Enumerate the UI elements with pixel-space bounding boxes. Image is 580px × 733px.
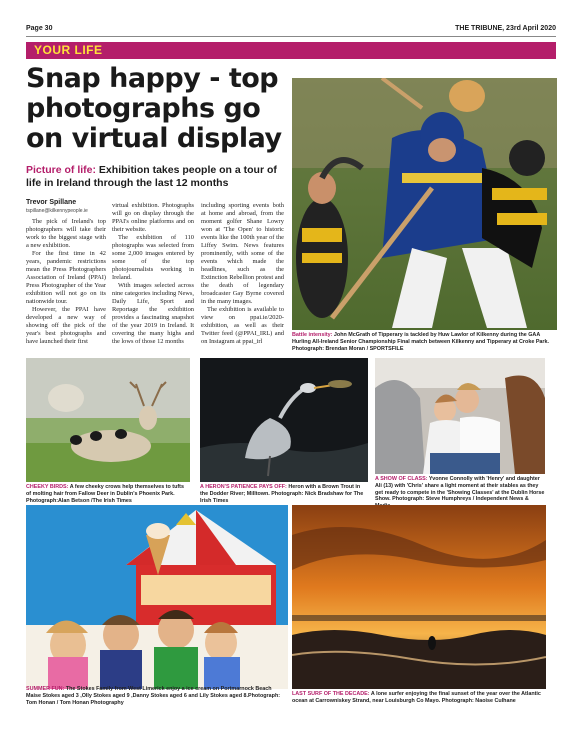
sunset-photo bbox=[292, 505, 546, 689]
caption-lead: A HERON'S PATIENCE PAYS OFF: bbox=[200, 484, 287, 490]
headline: Snap happy - top photographs go on virtual display bbox=[26, 63, 282, 154]
section-tag bbox=[26, 42, 556, 59]
paragraph: The exhibition is available to view on ppai.ie/2020-exhibition, as well as their Twitter feed (@PPAI_IRL) and on Instagram at ppai_irl bbox=[201, 306, 284, 345]
paragraph: The exhibition of 110 photographs was selected from some 2,000 images entered by some of the top photojournalists working in Ireland. bbox=[112, 234, 194, 281]
article-column-2 bbox=[112, 202, 194, 346]
deer-caption bbox=[26, 484, 190, 504]
masthead-date: THE TRIBUNE, 23rd April 2020 bbox=[455, 25, 556, 32]
byline-name: Trevor Spillane bbox=[26, 199, 77, 206]
page-header bbox=[26, 25, 556, 37]
hurling-caption bbox=[292, 332, 557, 352]
paragraph: virtual exhibition. Photographs will go on display through the PPAI's online platforms and on their website. bbox=[112, 202, 194, 233]
heron-photo bbox=[200, 358, 368, 482]
caption-lead: SUMMER FUN: bbox=[26, 686, 65, 692]
standfirst-lead: Picture of life: bbox=[26, 164, 97, 176]
heron-caption bbox=[200, 484, 368, 504]
section-label: YOUR LIFE bbox=[34, 43, 103, 57]
caption-text: A few cheeky crows help themselves to tufts of molting hair from Fallow Deer in Dublin's Phoenix Park. Photograph:Alan Betson /The Irish Times bbox=[26, 484, 184, 504]
caption-text: A lone surfer enjoying the final sunset of the year over the Atlantic ocean at Carrowniskey Strand, near Louisburgh Co Mayo. Photograph: Naoise Culhane bbox=[292, 691, 541, 704]
caption-text: Yvonne Connolly with 'Henry' and daughter Ali (13) with 'Chris' share a light moment at their stables as they get ready to compete in the 'Showing Classes' at the Dublin Horse Show. Photograph: Steve Humphreys / Independent News & bbox=[375, 476, 545, 503]
byline-email: tspillane@kilkennypeople.ie bbox=[26, 208, 88, 214]
paragraph: including sporting events both at home and abroad, from the moment golfer Shane Lowry won at 'The Open' to historic events like the 100th year of the Liffey Swim. News features prominently, with some of the events which made the headlines, such as the Extinction Rebellion protest and the death of legendary broadcaster Gay Byrne covered in the many images. bbox=[201, 202, 284, 305]
standfirst-text: Exhibition takes people on a tour of life in Ireland through the last 12 months bbox=[26, 164, 277, 189]
paragraph: However, the PPAI have developed a new way of showing off the pick of the year's best photographs and have launched their first bbox=[26, 306, 106, 345]
ice-cream-caption bbox=[26, 686, 288, 706]
caption-lead: A SHOW OF CLASS: bbox=[375, 476, 428, 482]
hurling-photo bbox=[292, 78, 557, 330]
horse-photo bbox=[375, 358, 545, 474]
ice-cream-photo bbox=[26, 505, 288, 689]
page-number: Page 30 bbox=[26, 25, 53, 32]
article-column-1 bbox=[26, 218, 106, 346]
standfirst bbox=[26, 164, 288, 190]
caption-lead: LAST SURF OF THE DECADE: bbox=[292, 691, 370, 697]
caption-lead: Battle intensity: bbox=[292, 332, 333, 338]
paragraph: For the first time in 42 years, pandemic restrictions mean the Press Photographers Association of Ireland (PPAI) Press Photographer of the Year exhibition will not go on its nationwide tour. bbox=[26, 250, 106, 305]
caption-text: Heron with a Brown Trout in the Dodder River; Milltown. Photograph: Nick Bradshaw for The Irish Times bbox=[200, 484, 364, 504]
caption-text: The Stokes Family from West Limerick enjoy a ice cream on Portmarnock Beach Maise Stokes aged 3 ,Olly Stokes aged 9 ,Danny Stokes aged 6 and Lily Stokes aged 8.Photograph: Tom Honan / Tom Honan Photography bbox=[26, 686, 281, 706]
deer-photo bbox=[26, 358, 190, 482]
paragraph: The pick of Ireland's top photographers will take their work to the biggest stage with a new exhibition. bbox=[26, 218, 106, 249]
article-column-3 bbox=[201, 202, 284, 346]
paragraph: With images selected across nine categories including News, Daily Life, Sport and Reportage the exhibition provides a fascinating snapshot of the year 2019 in Ireland. It covering the many highs and the lows of those 12 months bbox=[112, 282, 194, 345]
caption-text: John McGrath of Tipperary is tackled by Huw Lawlor of Kilkenny during the GAA Hurling All-Ireland Senior Championship Final match between Kilkenny and Tipperary at Croke Park. Photograph: Brendan Moran / SPORTSFILE bbox=[292, 332, 550, 352]
caption-lead: CHEEKY BIRDS: bbox=[26, 484, 69, 490]
sunset-caption bbox=[292, 691, 546, 705]
